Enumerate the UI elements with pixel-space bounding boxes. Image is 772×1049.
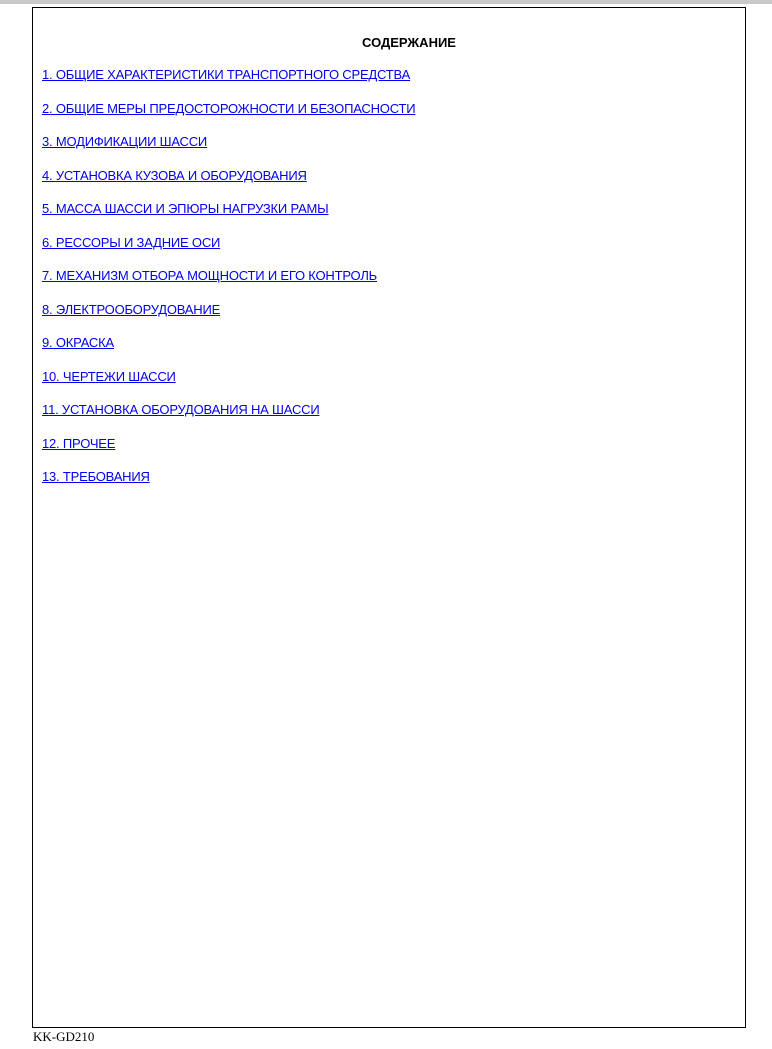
toc-link-painting[interactable]: 9. ОКРАСКА [42, 335, 114, 350]
document-page [32, 7, 746, 1028]
toc-item-13 [42, 468, 415, 502]
toc-link-chassis-modifications[interactable]: 3. МОДИФИКАЦИИ ШАССИ [42, 134, 208, 149]
toc-item-7 [42, 267, 415, 301]
toc-link-springs-rear-axles[interactable]: 6. РЕССОРЫ И ЗАДНИЕ ОСИ [42, 234, 221, 250]
toc-link-safety-precautions[interactable]: 2. ОБЩИЕ МЕРЫ ПРЕДОСТОРОЖНОСТИ И БЕЗОПАСНОСТИ [42, 100, 416, 116]
toc-item-10 [42, 368, 415, 402]
document-code: KK-GD210 [33, 1029, 95, 1044]
toc-item-1 [42, 66, 415, 100]
toc-link-chassis-mass[interactable]: 5. МАССА ШАССИ И ЭПЮРЫ НАГРУЗКИ РАМЫ [42, 201, 329, 216]
toc-item-3 [42, 133, 415, 167]
toc-link-other[interactable]: 12. ПРОЧЕЕ [42, 435, 116, 451]
toc-link-chassis-drawings[interactable]: 10. ЧЕРТЕЖИ ШАССИ [42, 368, 176, 384]
toc-link-power-takeoff[interactable]: 7. МЕХАНИЗМ ОТБОРА МОЩНОСТИ И ЕГО КОНТРОЛЬ [42, 268, 377, 283]
toc-item-2 [42, 100, 415, 134]
viewer-top-edge [0, 0, 772, 4]
toc-link-equipment-installation[interactable]: 11. УСТАНОВКА ОБОРУДОВАНИЯ НА ШАССИ [42, 402, 320, 417]
toc-item-4 [42, 167, 415, 201]
table-of-contents [42, 66, 415, 502]
toc-item-9 [42, 334, 415, 368]
toc-link-general-characteristics[interactable]: 1. ОБЩИЕ ХАРАКТЕРИСТИКИ ТРАНСПОРТНОГО СРЕДСТВА [42, 67, 411, 82]
toc-link-body-installation[interactable]: 4. УСТАНОВКА КУЗОВА И ОБОРУДОВАНИЯ [42, 167, 307, 183]
toc-link-requirements[interactable]: 13. ТРЕБОВАНИЯ [42, 469, 150, 484]
toc-item-12 [42, 435, 415, 469]
toc-item-11 [42, 401, 415, 435]
toc-item-6 [42, 234, 415, 268]
page-title: СОДЕРЖАНИЕ [362, 35, 456, 50]
toc-link-electrical-equipment[interactable]: 8. ЭЛЕКТРООБОРУДОВАНИЕ [42, 301, 221, 317]
toc-item-5 [42, 200, 415, 234]
toc-item-8 [42, 301, 415, 335]
